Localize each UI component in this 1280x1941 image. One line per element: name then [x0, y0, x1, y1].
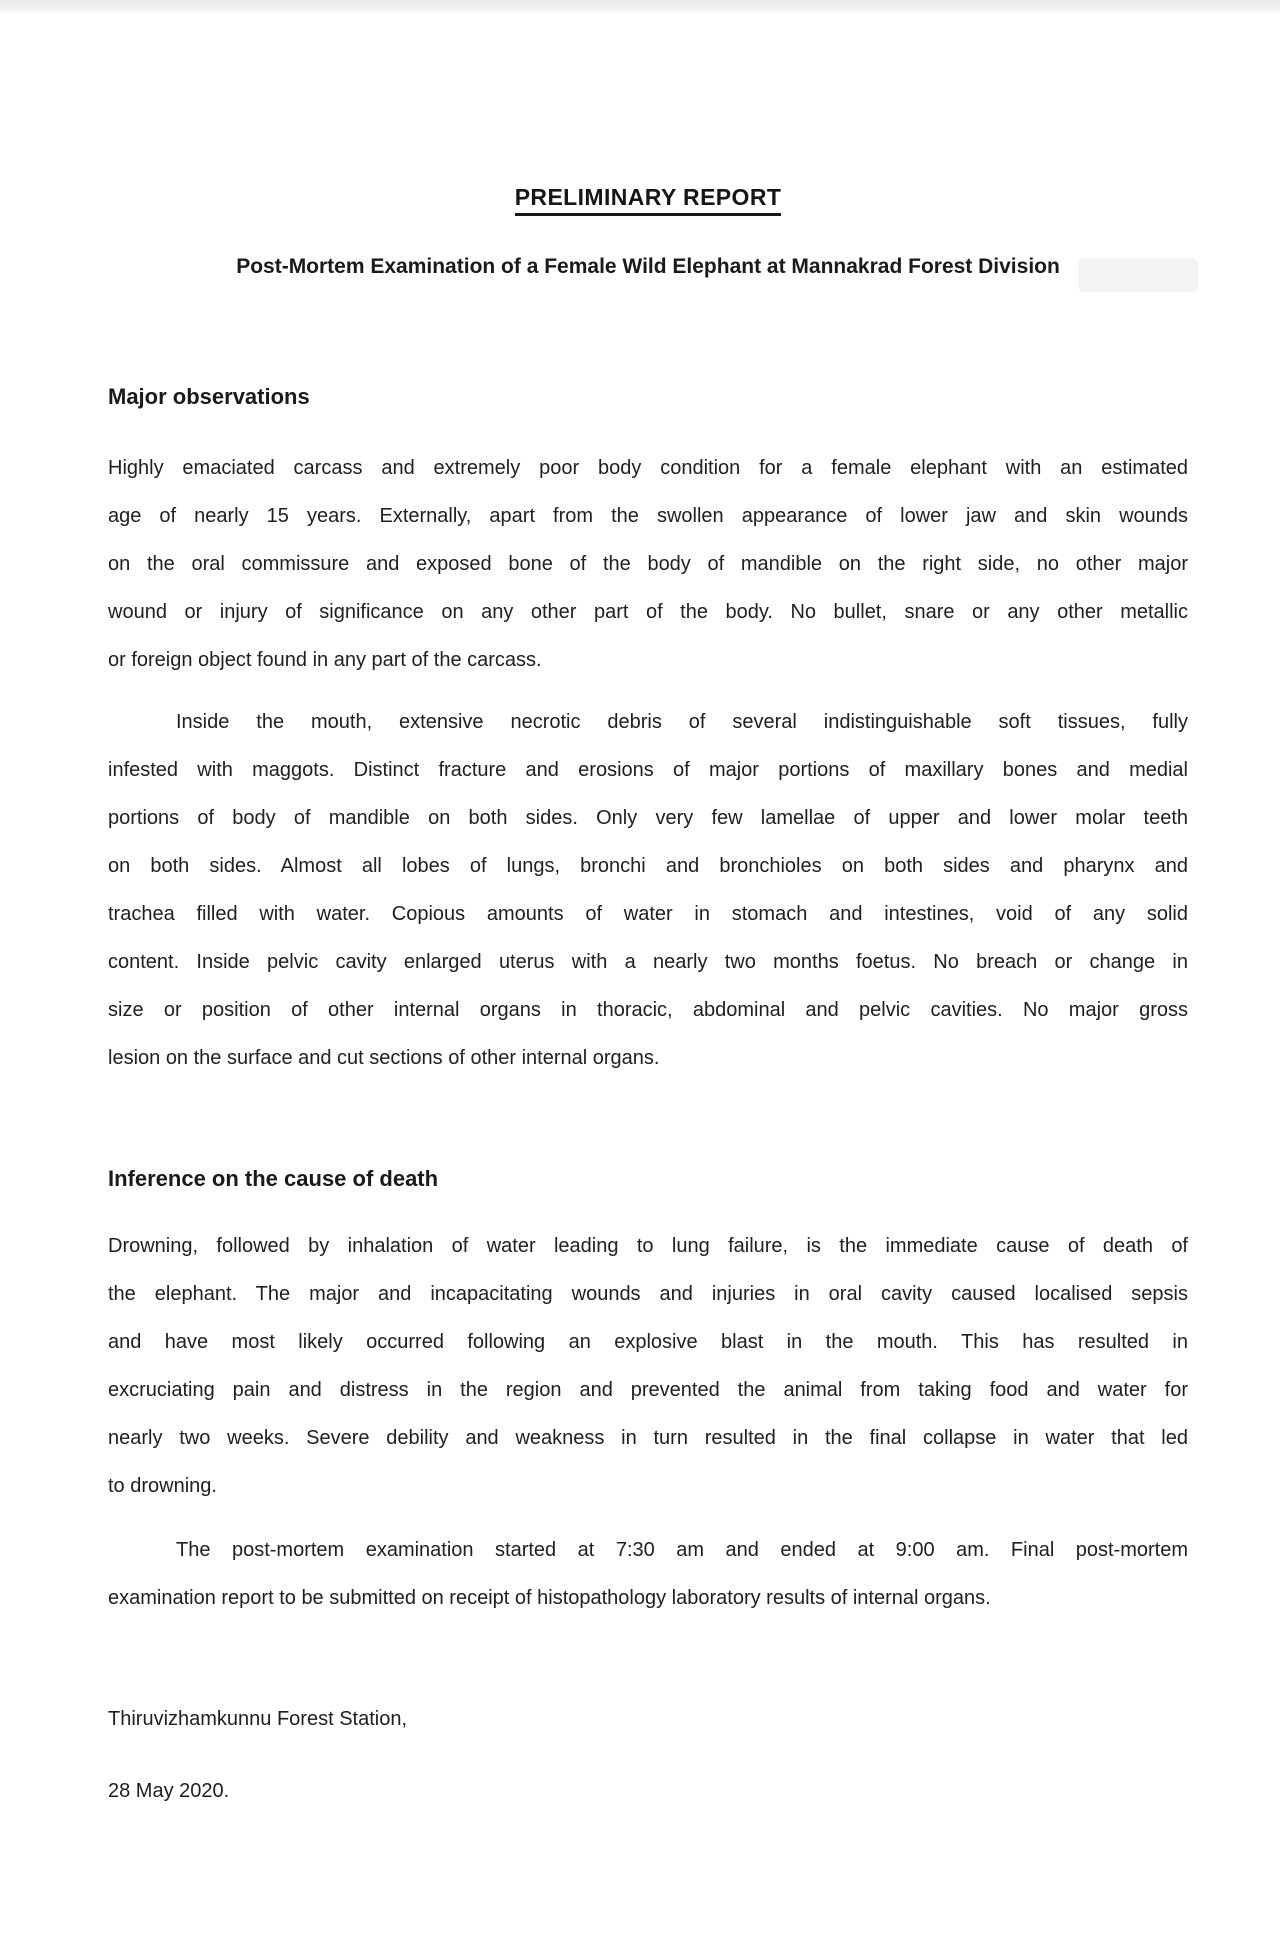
text-line: portions of body of mandible on both sides. Only very few lamellae of upper and lower molar teeth [108, 807, 1188, 829]
text-line: to drowning. [108, 1475, 217, 1497]
text-line: Inside the mouth, extensive necrotic debris of several indistinguishable soft tissues, fully [176, 711, 1188, 733]
scan-edge-shadow [0, 0, 1280, 13]
text-line: the elephant. The major and incapacitating wounds and injuries in oral cavity caused localised sepsis [108, 1283, 1188, 1305]
text-line: and have most likely occurred following an explosive blast in the mouth. This has resulted in [108, 1331, 1188, 1353]
document-subtitle: Post-Mortem Examination of a Female Wild Elephant at Mannakrad Forest Division [236, 255, 1060, 278]
section-heading-major-observations: Major observations [108, 384, 310, 409]
document-title: PRELIMINARY REPORT [515, 184, 782, 216]
footer-station: Thiruvizhamkunnu Forest Station, [108, 1708, 408, 1730]
text-line: The post-mortem examination started at 7:30 am and ended at 9:00 am. Final post-mortem [176, 1539, 1188, 1561]
paragraph-observations-internal [108, 698, 1188, 1082]
text-line: age of nearly 15 years. Externally, apart from the swollen appearance of lower jaw and skin wounds [108, 505, 1188, 527]
text-line: excruciating pain and distress in the region and prevented the animal from taking food and water for [108, 1379, 1188, 1401]
paragraph-examination-times [108, 1526, 1188, 1622]
text-line: examination report to be submitted on receipt of histopathology laboratory results of internal organs. [108, 1587, 991, 1609]
text-line: lesion on the surface and cut sections of other internal organs. [108, 1047, 660, 1069]
paragraph-inference [108, 1222, 1188, 1510]
text-line: infested with maggots. Distinct fracture and erosions of major portions of maxillary bones and medial [108, 759, 1188, 781]
footer-date: 28 May 2020. [108, 1780, 230, 1802]
text-line: on the oral commissure and exposed bone of the body of mandible on the right side, no other major [108, 553, 1188, 575]
section-heading-cause-of-death: Inference on the cause of death [108, 1166, 439, 1191]
text-line: or foreign object found in any part of the carcass. [108, 649, 542, 671]
text-line: Drowning, followed by inhalation of water leading to lung failure, is the immediate cause of death of [108, 1235, 1188, 1257]
title-block [108, 0, 1188, 216]
text-line: size or position of other internal organs in thoracic, abdominal and pelvic cavities. No major gross [108, 999, 1188, 1021]
text-line: nearly two weeks. Severe debility and weakness in turn resulted in the final collapse in water that led [108, 1427, 1188, 1449]
paragraph-observations-external [108, 444, 1188, 684]
text-line: on both sides. Almost all lobes of lungs, bronchi and bronchioles on both sides and pharynx and [108, 855, 1188, 877]
text-line: trachea filled with water. Copious amounts of water in stomach and intestines, void of any solid [108, 903, 1188, 925]
scan-noise-blotch [1078, 258, 1198, 292]
text-line: content. Inside pelvic cavity enlarged uterus with a nearly two months foetus. No breach or change in [108, 951, 1188, 973]
text-line: wound or injury of significance on any other part of the body. No bullet, snare or any other metallic [108, 601, 1188, 623]
text-line: Highly emaciated carcass and extremely poor body condition for a female elephant with an estimated [108, 457, 1188, 479]
